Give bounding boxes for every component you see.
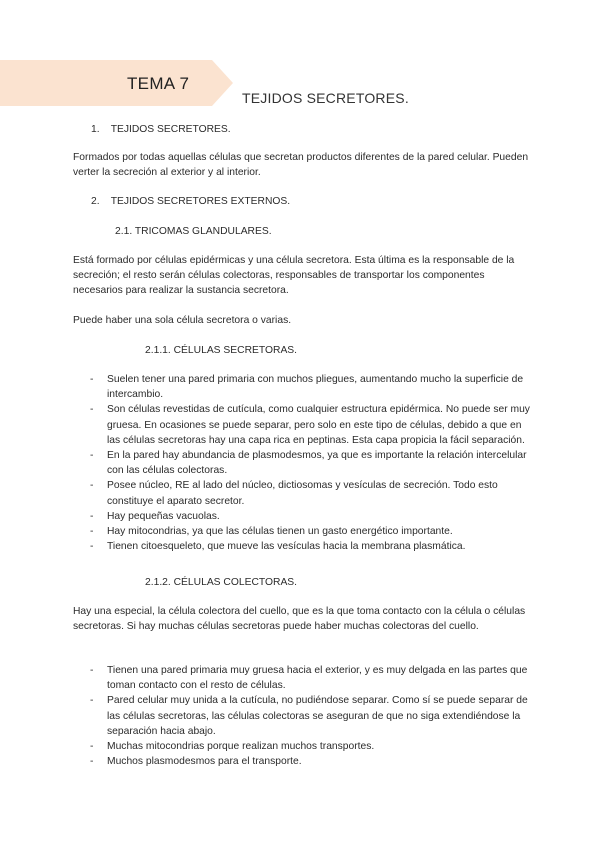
- paragraph-colectoras: Hay una especial, la célula colectora del cuello, que es la que toma contacto con la célula o células secretoras. Si hay muchas células secretoras puede haber muchas colectoras del cuello.: [73, 606, 526, 633]
- heading-number: 2.: [91, 196, 100, 207]
- list-item: [90, 739, 530, 754]
- list-item-text: En la pared hay abundancia de plasmodesmos, ya que es importante la relación intercelular con las células colectoras.: [107, 450, 527, 477]
- list-item-text: Posee núcleo, RE al lado del núcleo, dictiosomas y vesículas de secreción. Todo esto constituye el aparato secretor.: [107, 480, 498, 507]
- bullet-dash: -: [90, 450, 94, 462]
- bullet-dash: -: [90, 756, 94, 768]
- document-title: TEJIDOS SECRETORES.: [242, 90, 409, 106]
- list-item: [90, 693, 530, 739]
- list-item-text: Pared celular muy unida a la cutícula, no pudiéndose separar. Como sí se puede separar de las células secretoras, las células colectoras se aseguran de que no siga extendiéndose la separación hacia abajo.: [107, 695, 528, 737]
- list-item: [90, 524, 530, 539]
- heading-section-2-1-2: 2.1.2. CÉLULAS COLECTORAS.: [145, 577, 298, 588]
- list-item: [90, 754, 530, 769]
- bullet-dash: -: [90, 665, 94, 676]
- bullet-dash: -: [90, 741, 94, 753]
- heading-section-2: [91, 194, 290, 209]
- list-item-text: Hay pequeñas vacuolas.: [107, 510, 220, 522]
- list-item-text: Tienen una pared primaria muy gruesa hacia el exterior, y es muy delgada en las partes que toman contacto con el resto de células.: [107, 665, 528, 692]
- paragraph-section-1: Formados por todas aquellas células que secretan productos diferentes de la pared celular. Pueden verter la secreción al exterior y al interior.: [73, 152, 529, 179]
- tema-banner: [0, 60, 233, 106]
- paragraph-tricomas-2: Puede haber una sola célula secretora o varias.: [73, 315, 292, 326]
- list-item-text: Muchos plasmodesmos para el transporte.: [107, 756, 302, 768]
- heading-number: 1.: [91, 124, 100, 135]
- list-item-text: Suelen tener una pared primaria con muchos pliegues, aumentando mucho la superficie de intercambio.: [107, 374, 524, 401]
- heading-section-1: [91, 122, 231, 137]
- list-item-text: Tienen citoesqueleto, que mueve las vesículas hacia la membrana plasmática.: [107, 541, 466, 553]
- tema-label: TEMA 7: [127, 74, 190, 93]
- bullet-dash: -: [90, 510, 94, 522]
- paragraph-tricomas: Está formado por células epidérmicas y una célula secretora. Esta última es la responsable de la secreción; el resto serán células colectoras, responsables de transportar los componentes necesarios para realizar la sustancia secretora.: [73, 255, 515, 297]
- list-item: [90, 478, 530, 508]
- list-item: [90, 402, 530, 448]
- list-item: [90, 539, 530, 554]
- bullet-dash: -: [90, 404, 94, 416]
- bullet-dash: -: [90, 526, 94, 538]
- heading-text: TEJIDOS SECRETORES.: [110, 124, 231, 135]
- bullet-dash: -: [90, 480, 94, 492]
- list-item-text: Son células revestidas de cutícula, como cualquier estructura epidérmica. No puede ser muy gruesa. En ocasiones se puede separar, pero solo en este tipo de células, debido a que en las células secretoras hay una capa rica en peptinas. Esta capa propicia la fácil separación.: [107, 404, 530, 446]
- list-item: [90, 509, 530, 524]
- bullet-list-colectoras: [90, 663, 530, 769]
- list-item-text: Muchas mitocondrias porque realizan muchos transportes.: [107, 741, 375, 753]
- heading-section-2-1-1: 2.1.1. CÉLULAS SECRETORAS.: [145, 345, 298, 356]
- heading-section-2-1: 2.1. TRICOMAS GLANDULARES.: [115, 226, 272, 237]
- bullet-dash: -: [90, 695, 94, 707]
- bullet-dash: -: [90, 541, 94, 553]
- heading-text: TEJIDOS SECRETORES EXTERNOS.: [110, 196, 291, 207]
- bullet-list-secretoras: [90, 372, 530, 554]
- list-item-text: Hay mitocondrias, ya que las células tienen un gasto energético importante.: [107, 526, 453, 538]
- bullet-dash: -: [90, 374, 94, 385]
- list-item: [90, 448, 530, 478]
- list-item: [90, 663, 530, 693]
- list-item: [90, 372, 530, 402]
